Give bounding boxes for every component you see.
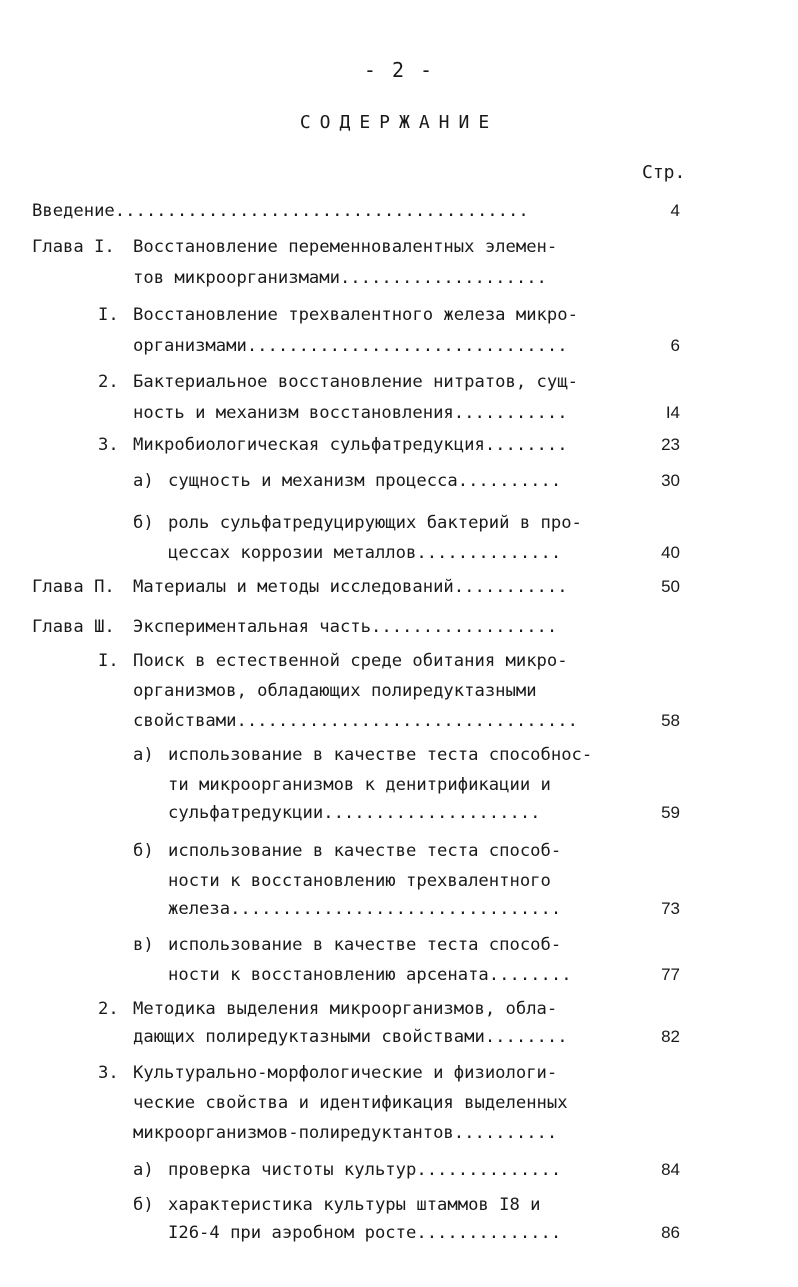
toc-entry-title: Экспериментальная часть..................	[133, 617, 558, 637]
toc-entry	[0, 836, 798, 866]
toc-entry-title: роль сульфатредуцирующих бактерий в про-	[168, 513, 582, 533]
toc-entry	[0, 706, 798, 736]
toc-entry-number: а)	[133, 471, 154, 491]
document-title: СОДЕРЖАНИЕ	[299, 112, 499, 133]
toc-entry-page-number: 82	[661, 1027, 680, 1046]
toc-entry-title: Бактериальное восстановление нитратов, сущ-	[133, 372, 578, 392]
toc-entry	[0, 430, 798, 460]
toc-entry-page-number: 4	[670, 201, 680, 220]
toc-entry-page-number: 50	[661, 577, 680, 596]
toc-entry-title: тов микроорганизмами....................	[133, 268, 547, 288]
toc-entry-number: б)	[133, 513, 154, 533]
toc-entry-title: использование в качестве теста способ-	[168, 841, 562, 861]
toc-entry	[0, 508, 798, 538]
toc-entry	[0, 866, 798, 896]
toc-entry-number: а)	[133, 745, 154, 765]
toc-entry-page-number: 23	[661, 435, 680, 454]
toc-entry-number: I.	[98, 305, 119, 325]
toc-entry	[0, 1155, 798, 1185]
toc-entry	[0, 1022, 798, 1052]
toc-entry-number: 2.	[98, 372, 119, 392]
page-number: - 2 -	[363, 58, 435, 82]
toc-entry-number: Глава I.	[32, 237, 115, 257]
toc-entry-title: Культурально-морфологические и физиологи-	[133, 1063, 558, 1083]
toc-entry-title: проверка чистоты культур..............	[168, 1160, 562, 1180]
toc-entry	[0, 300, 798, 330]
toc-entry-title: микроорганизмов-полиредуктантов..........	[133, 1123, 558, 1143]
toc-entry-number: б)	[133, 841, 154, 861]
toc-entry-page-number: 86	[661, 1223, 680, 1242]
toc-entry-number: I.	[98, 651, 119, 671]
toc-entry-page-number: 6	[670, 336, 680, 355]
toc-entry-title: характеристика культуры штаммов I8 и	[168, 1195, 541, 1215]
toc-entry	[0, 770, 798, 800]
toc-entry-title: сущность и механизм процесса..........	[168, 471, 562, 491]
toc-entry-title: ти микроорганизмов к денитрификации и	[168, 775, 551, 795]
toc-entry-title: Введение........................................	[32, 201, 529, 221]
toc-entry	[0, 1058, 798, 1088]
toc-entry-title: ности к восстановлению арсената........	[168, 965, 572, 985]
toc-entry	[0, 538, 798, 568]
toc-entry-number: Глава Ш.	[32, 617, 115, 637]
toc-entry-title: Материалы и методы исследований...........	[133, 577, 568, 597]
toc-entry-title: Поиск в естественной среде обитания микро-	[133, 651, 568, 671]
toc-entry	[0, 263, 798, 293]
toc-entry-number: Глава П.	[32, 577, 115, 597]
toc-entry-title: Методика выделения микроорганизмов, обла-	[133, 999, 558, 1019]
toc-entry-title: I26-4 при аэробном росте..............	[168, 1223, 562, 1243]
toc-entry-title: ности к восстановлению трехвалентного	[168, 871, 551, 891]
toc-entry-number: б)	[133, 1195, 154, 1215]
toc-entry	[0, 196, 798, 226]
toc-entry-page-number: 30	[661, 471, 680, 490]
toc-entry-title: организмов, обладающих полиредуктазными	[133, 681, 537, 701]
toc-entry	[0, 1088, 798, 1118]
toc-entry-page-number: 77	[661, 965, 680, 984]
toc-entry-page-number: 73	[661, 899, 680, 918]
toc-entry	[0, 398, 798, 428]
toc-entry	[0, 232, 798, 262]
toc-entry-title: железа................................	[168, 899, 562, 919]
toc-entry-page-number: 84	[661, 1160, 680, 1179]
toc-entry	[0, 994, 798, 1024]
toc-entry	[0, 676, 798, 706]
toc-entry-title: свойствами.................................	[133, 711, 578, 731]
toc-entry-number: 3.	[98, 1063, 119, 1083]
toc-entry	[0, 572, 798, 602]
toc-entry-title: цессах коррозии металлов..............	[168, 543, 562, 563]
toc-entry-title: Микробиологическая сульфатредукция........	[133, 435, 568, 455]
toc-entry-title: Восстановление переменновалентных элемен-	[133, 237, 558, 257]
toc-entry-page-number: 59	[661, 803, 680, 822]
toc-entry-title: ность и механизм восстановления...........	[133, 403, 568, 423]
toc-entry-title: ческие свойства и идентификация выделенных	[133, 1093, 568, 1113]
toc-entry	[0, 960, 798, 990]
toc-entry-number: а)	[133, 1160, 154, 1180]
toc-entry	[0, 466, 798, 496]
toc-entry-page-number: 40	[661, 543, 680, 562]
toc-entry	[0, 740, 798, 770]
toc-entry	[0, 798, 798, 828]
toc-entry	[0, 612, 798, 642]
toc-entry	[0, 1190, 798, 1220]
toc-entry	[0, 331, 798, 361]
toc-entry-title: Восстановление трехвалентного железа микро-	[133, 305, 578, 325]
toc-entry-title: дающих полиредуктазными свойствами........	[133, 1027, 568, 1047]
page-column-header: Стр.	[642, 162, 686, 183]
toc-entry-title: организмами...............................	[133, 336, 568, 356]
toc-entry	[0, 1118, 798, 1148]
toc-entry-page-number: I4	[665, 403, 680, 422]
toc-entry-number: 2.	[98, 999, 119, 1019]
toc-entry	[0, 894, 798, 924]
toc-entry	[0, 1218, 798, 1248]
toc-entry-page-number: 58	[661, 711, 680, 730]
toc-entry-title: использование в качестве теста способ-	[168, 935, 562, 955]
toc-entry-title: сульфатредукции.....................	[168, 803, 541, 823]
toc-entry-number: в)	[133, 935, 154, 955]
toc-entry	[0, 930, 798, 960]
toc-entry	[0, 646, 798, 676]
toc-entry-title: использование в качестве теста способнос-	[168, 745, 593, 765]
toc-entry-number: 3.	[98, 435, 119, 455]
toc-entry	[0, 367, 798, 397]
